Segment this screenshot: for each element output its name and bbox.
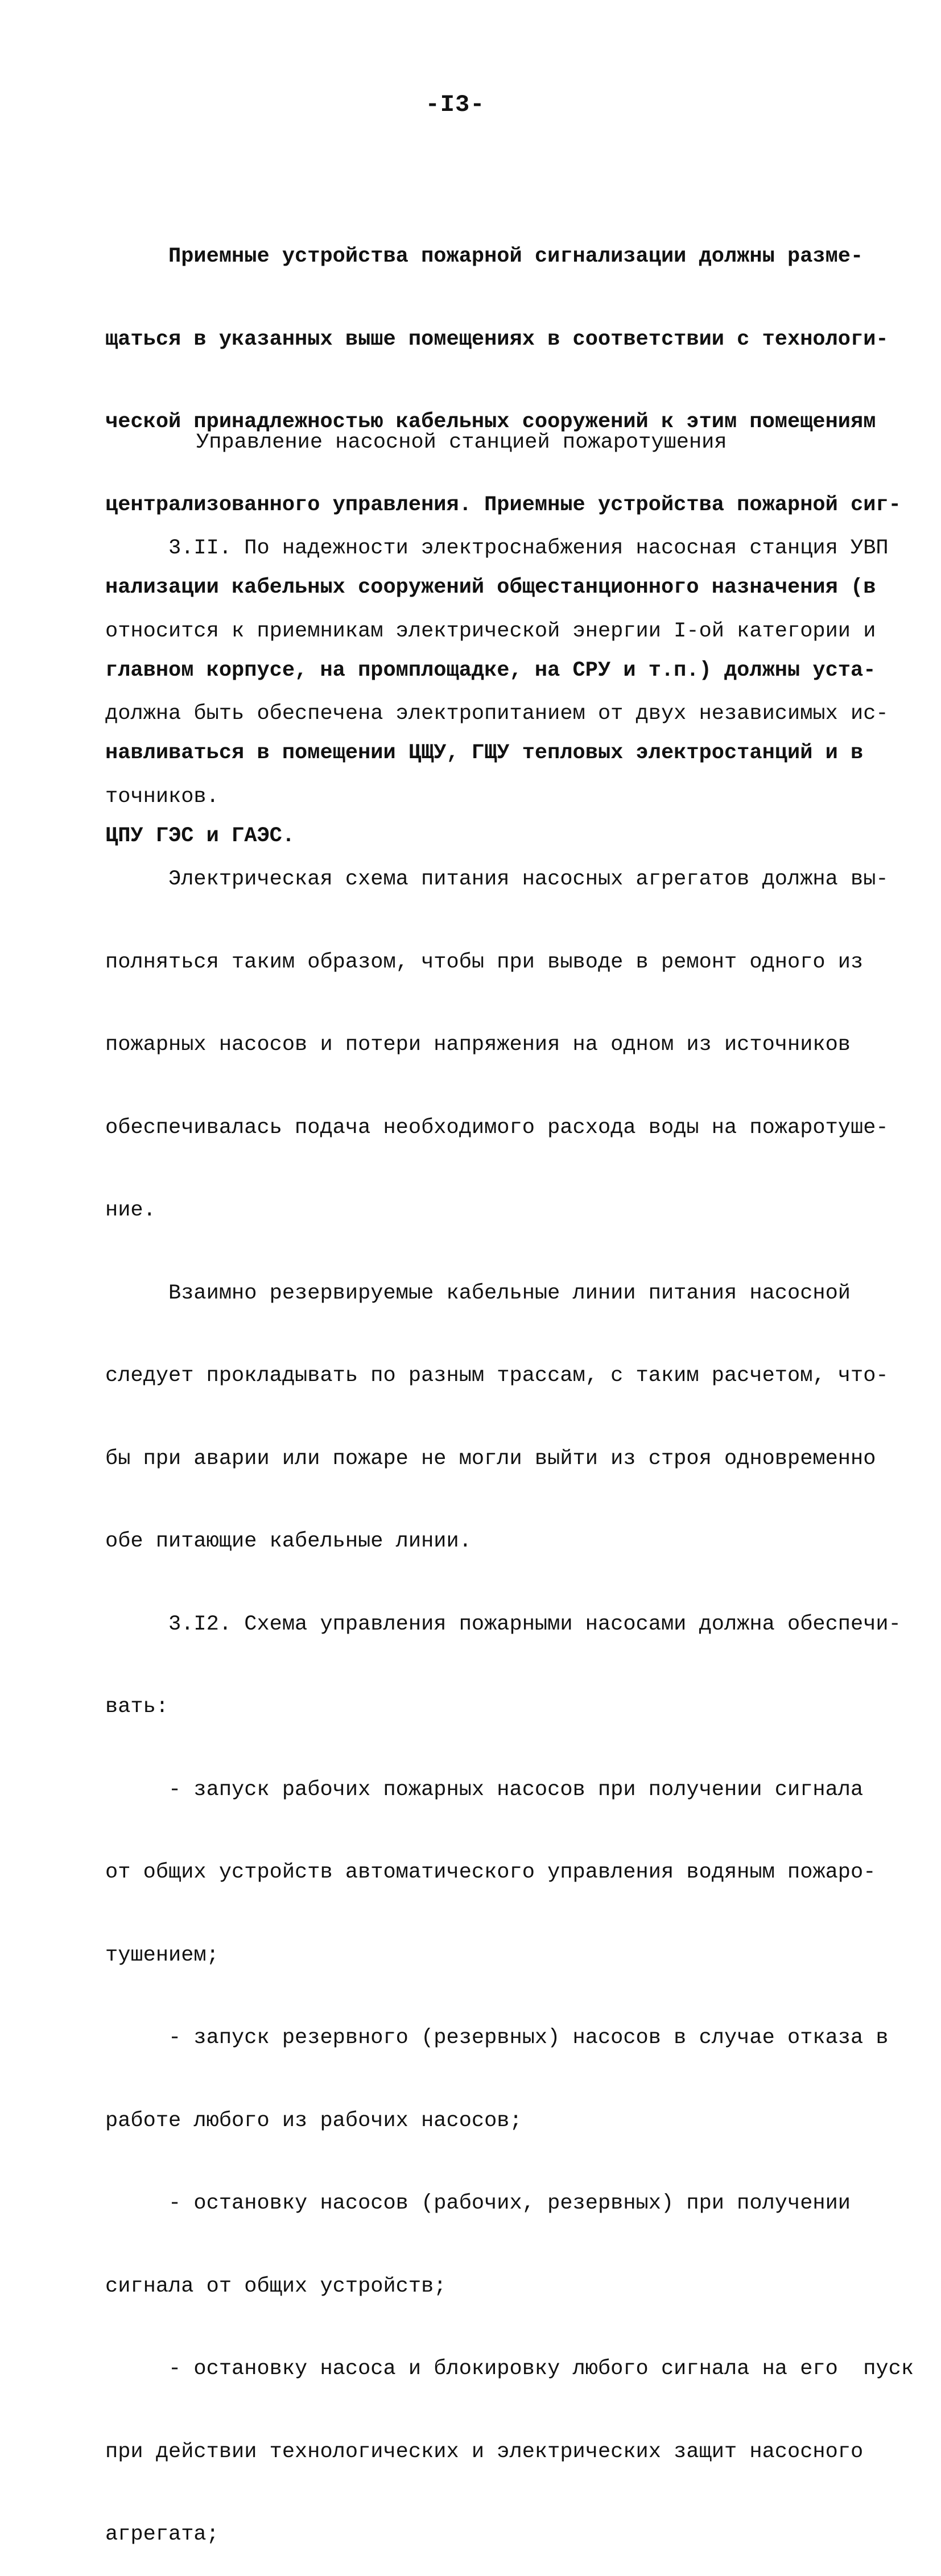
text-line: при действии технологических и электрических защит насосного	[105, 2439, 864, 2464]
text-line: нализации кабельных сооружений общестанционного назначения (в	[105, 576, 876, 599]
text-line: ние.	[105, 1198, 156, 1222]
section-heading: Управление насосной станцией пожаротушения	[196, 431, 727, 454]
text-line: бы при аварии или пожаре не могли выйти из строя одновременно	[105, 1446, 876, 1471]
text-line: 3.II. По надежности электроснабжения насосная станция УВП	[105, 536, 889, 560]
text-line: - остановку насоса и блокировку любого сигнала на его пуск	[105, 2357, 914, 2381]
text-line: - запуск рабочих пожарных насосов при получении сигнала	[105, 1777, 864, 1802]
text-line: вать:	[105, 1695, 169, 1719]
text-line: следует прокладывать по разным трассам, с таким расчетом, что-	[105, 1364, 889, 1388]
text-line: от общих устройств автоматического управления водяным пожаро-	[105, 1860, 876, 1884]
text-line: точников.	[105, 784, 219, 809]
text-line: Электрическая схема питания насосных агрегатов должна вы-	[105, 867, 889, 891]
text-line: обеспечивалась подача необходимого расхода воды на пожаротуше-	[105, 1115, 889, 1140]
text-line: агрегата;	[105, 2523, 219, 2546]
text-line: полняться таким образом, чтобы при выводе в ремонт одного из	[105, 950, 864, 974]
text-line: ЦПУ ГЭС и ГАЭС.	[105, 824, 295, 848]
text-line: - остановку насосов (рабочих, резервных) при получении	[105, 2192, 851, 2215]
page-number: -I3-	[425, 91, 485, 118]
text-line: обе питающие кабельные линии.	[105, 1529, 472, 1553]
text-line: сигнала от общих устройств;	[105, 2274, 447, 2298]
text-line: главном корпусе, на промплощадке, на СРУ и т.п.) должны уста-	[105, 658, 876, 683]
text-line: относится к приемникам электрической энергии I-ой категории и	[105, 619, 876, 643]
text-line: должна быть обеспечена электропитанием от двух независимых ис-	[105, 702, 889, 726]
text-line: Приемные устройства пожарной сигнализации должны разме-	[105, 245, 864, 268]
section-body	[105, 479, 914, 2576]
text-line: ческой принадлежностью кабельных сооружений к этим помещениям	[105, 410, 876, 434]
text-line: - запуск резервного (резервных) насосов в случае отказа в	[105, 2026, 889, 2050]
text-line: работе любого из рабочих насосов;	[105, 2108, 522, 2133]
text-line: централизованного управления. Приемные устройства пожарной сиг-	[105, 493, 901, 517]
text-line: тушением;	[105, 1943, 219, 1967]
text-line: Взаимно резервируемые кабельные линии питания насосной	[105, 1281, 851, 1305]
text-line: щаться в указанных выше помещениях в соответствии с технологи-	[105, 327, 889, 352]
text-line: 3.I2. Схема управления пожарными насосами должна обеспечи-	[105, 1612, 901, 1636]
text-line: пожарных насосов и потери напряжения на одном из источников	[105, 1033, 851, 1057]
text-line: навливаться в помещении ЦЩУ, ГЩУ тепловых электростанций и в	[105, 741, 864, 765]
